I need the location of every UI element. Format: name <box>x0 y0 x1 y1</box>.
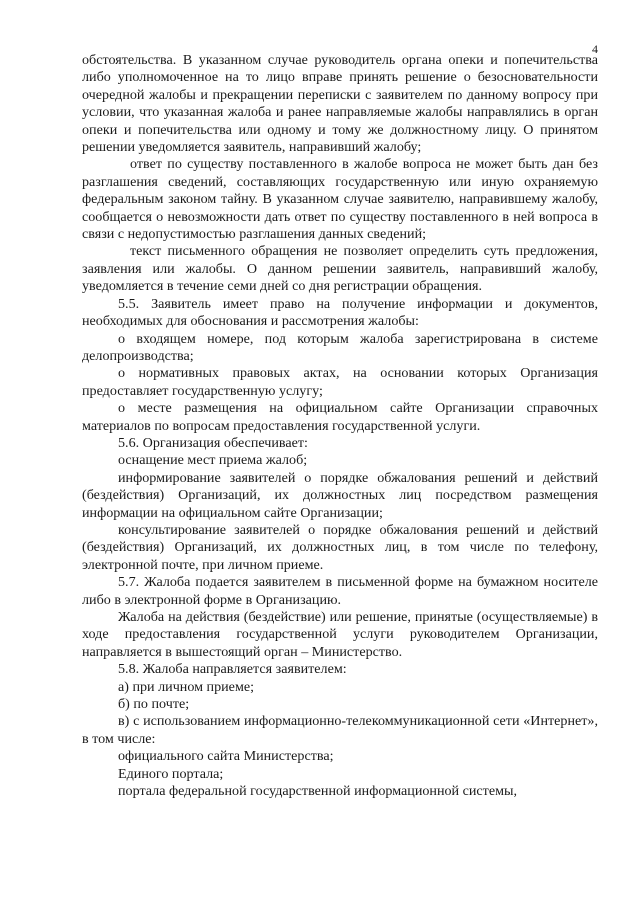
list-item: Единого портала; <box>118 765 224 782</box>
paragraph: информирование заявителей о порядке обжалования решений и действий (бездействия) Организаций, их должностных лиц посредством размещения информации на официальном сайте Организации; <box>82 469 598 521</box>
paragraph: оснащение мест приема жалоб; <box>118 452 308 469</box>
page-number: 4 <box>592 42 598 56</box>
list-item: а) при личном приеме; <box>118 678 255 695</box>
document-body <box>82 52 598 800</box>
paragraph: о нормативных правовых актах, на основании которых Организация предоставляет государственную услугу; <box>82 365 598 399</box>
paragraph: Жалоба на действия (бездействие) или решение, принятые (осуществляемые) в ходе предоставления государственной услуги руководителем Организации, направляется в вышестоящий орган – Министерство. <box>82 609 598 660</box>
paragraph: консультирование заявителей о порядке обжалования решений и действий (бездействия) Организаций, их должностных лиц, в том числе по телефону, электронной почте, при личном приеме. <box>82 521 598 573</box>
paragraph: 5.6. Организация обеспечивает: <box>118 434 308 451</box>
list-item: портала федеральной государственной информационной системы, <box>118 783 517 800</box>
paragraph: текст письменного обращения не позволяет определить суть предложения, заявления или жалобы. О данном решении заявитель, направивший жалобу, уведомляется в течение семи дней со дня регистрации обращения. <box>82 243 598 295</box>
paragraph: 5.5. Заявитель имеет право на получение информации и документов, необходимых для обоснования и рассмотрения жалобы: <box>82 295 598 330</box>
paragraph: о месте размещения на официальном сайте Организации справочных материалов по вопросам предоставления государственной услуги. <box>82 400 598 434</box>
paragraph: обстоятельства. В указанном случае руководитель органа опеки и попечительства либо уполномоченное на то лицо вправе принять решение о безосновательности очередной жалобы и прекращении переписки с заявителем по данному вопросу при условии, что указанная жалоба и ранее направляемые жалобы направлялись в орган опеки и попечительства или одному и тому же должностному лицу. О принятом решении уведомляется заявитель, направивший жалобу; <box>82 52 598 156</box>
paragraph: 5.7. Жалоба подается заявителем в письменной форме на бумажном носителе либо в электронной форме в Организацию. <box>82 574 598 608</box>
list-item: б) по почте; <box>118 696 190 713</box>
list-item: в) с использованием информационно-телекоммуникационной сети «Интернет», в том числе: <box>82 713 598 747</box>
paragraph: ответ по существу поставленного в жалобе вопроса не может быть дан без разглашения сведений, составляющих государственную или иную охраняемую федеральным законом тайну. В указанном случае заявителю, направившему жалобу, сообщается о невозможности дать ответ по существу поставленного в ней вопроса в связи с недопустимостью разглашения данных сведений; <box>82 156 598 243</box>
paragraph: о входящем номере, под которым жалоба зарегистрирована в системе делопроизводства; <box>82 330 598 364</box>
paragraph: 5.8. Жалоба направляется заявителем: <box>118 661 347 678</box>
list-item: официального сайта Министерства; <box>118 748 334 765</box>
